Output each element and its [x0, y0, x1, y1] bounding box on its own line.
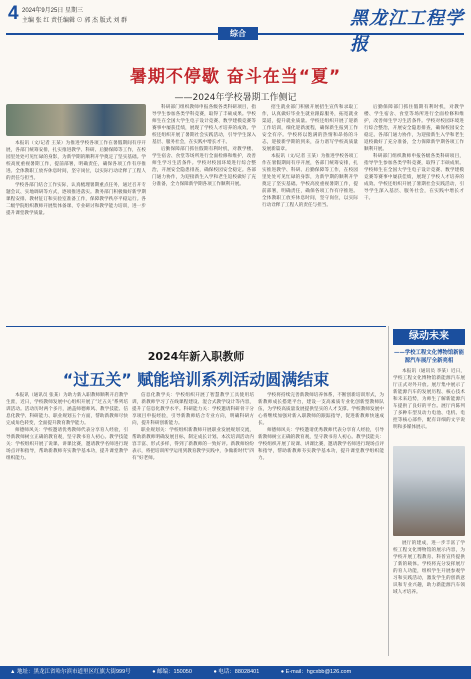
- paragraph: 招生就业部门积极开展招生宣传和录取工作，认真做好毕业生就业跟踪服务，拓宽就业渠道，提升就业质量。学校还组织开展了迎新工作培训，细化迎新流程，确保新生报到工作安全有序。学校将以饱满的热情和昂扬的斗志，迎接新学期的到来，奋力谱写学校高质量发展新篇章。: [262, 105, 358, 152]
- paragraph: 师德师风关：学校邀请优秀教师代表分享育人经验，引导新教师树立正确的教育观，坚守教书育人初心。教学技能关：学校组织开展了说课、讲课比赛，邀请教学名师进行现场点评和指导，帮助新教师夯实教学基本功，提升课堂教学组织能力。: [6, 428, 128, 461]
- paragraph: 本报讯（文/记者 王某）为推进学校各项工作在暑假期间有序开展，各部门统筹安排，扎实推进教学、科研、后勤保障等工作，在校园里处处可见忙碌的身影，为新学期的顺利开学奠定了坚实基础。学校高度重视暑期工作，提前部署，明确责任，确保各项工作有序推进。全体教职工放弃休息时间，坚守岗位，以实际行动诠释了工程人的责任与担当。: [6, 141, 146, 181]
- paragraph: 本报讯（文/记者 王某）为推进学校各项工作在暑假期间有序开展，各部门统筹安排，扎实推进教学、科研、后勤保障等工作，在校园里处处可见忙碌的身影，为新学期的顺利开学奠定了坚实基础。学校高度重视暑期工作，提前部署，明确责任，确保各项工作有序推进。全体教职工放弃休息时间，坚守岗位，以实际行动诠释了工程人的责任与担当。: [262, 154, 358, 208]
- top-article-column-1: [6, 140, 146, 320]
- section-divider: [6, 326, 386, 327]
- date-line: 2024年9月25日 星期三: [22, 8, 84, 14]
- masthead-logo: 黑龙江工程学报: [350, 8, 464, 55]
- top-article-column-3: [262, 104, 358, 320]
- right-column-photo: [393, 446, 465, 536]
- column-divider: [388, 326, 389, 656]
- bottom-article-column-3: [258, 392, 384, 662]
- bottom-article-kicker: 2024年新入职教师: [147, 350, 245, 363]
- paragraph: 后勤保障部门抓住假期有利时机，对教学楼、学生宿舍、食堂等场所进行全面检修和维护，改善师生学习生活条件。学校对校园环境进行综合整治，开展安全隐患排查，确保校园安全稳定。各部门通力协作，为迎接新生入学和老生返校做好了充分准备，全力保障新学期各项工作顺利开展。: [152, 147, 256, 187]
- top-article-subtitle: ——2024年学校暑期工作侧记: [174, 93, 297, 103]
- right-subtitle: ——学校工程文化博物馆新能源汽车展厅全新亮相: [393, 350, 465, 364]
- top-article-column-2: [152, 104, 256, 320]
- top-article-column-4: [364, 104, 464, 320]
- paragraph: 本报讯（通讯员 张某）为助力新入职教师顺利开启教学生涯，近日，学校教师发展中心组织开展了“过五关”系列培训活动。活动历时两个多月，涵盖师德师风、教学技能、信息化教学、科研能力、职业规划五个方面，帮助新教师尽快完成角色转变，全面提升教育教学能力。: [6, 393, 128, 426]
- paragraph: 学校将持续完善新教师培养体系，不断创新培训形式，为新教师成长搭建平台，建设一支高素质专业化创新型教师队伍，为学校高质量发展提供坚实的人才支撑。学校教师发展中心将继续加强对新入职教师的跟踪指导，促进新教师快速成长。: [258, 393, 384, 426]
- paragraph: 后勤保障部门抓住假期有利时机，对教学楼、学生宿舍、食堂等场所进行全面检修和维护，改善师生学习生活条件。学校对校园环境进行综合整治，开展安全隐患排查，确保校园安全稳定。各部门通力协作，为迎接新生入学和老生返校做好了充分准备，全力保障新学期各项工作顺利开展。: [364, 105, 464, 152]
- paragraph: 职业规划关：学校组织新教师开展职业发展规划交流，帮助新教师明确发展目标，制定成长计划。本次培训活动内容丰富、形式多样，得到了新教师的一致好评。新教师纷纷表示，将把培训所学运用到教育教学实践中，争做新时代“四有”好老师。: [132, 428, 254, 461]
- paragraph: 科研部门组织教师申报各级各类科研项目，指导学生参加各类学科竞赛，取得了丰硕成果。学校师生在全国大学生电子设计竞赛、数学建模竞赛等赛事中屡获佳绩，展现了学校人才培养的成效。学校还组织开展了暑期社会实践活动，引导学生深入基层、服务社会，在实践中增长才干。: [152, 105, 256, 145]
- bottom-article-title: “过五关” 赋能培训系列活动圆满结束: [62, 370, 330, 389]
- right-column-text-2: [393, 540, 465, 662]
- right-banner: 绿动未来: [393, 329, 465, 345]
- editor-line: 主编 张 红 责任编辑 ⊙ 郭 杰 版式 刘 群: [22, 18, 128, 24]
- top-article-title: 暑期不停歇 奋斗在当“夏”: [129, 67, 342, 87]
- footer-bar: [0, 666, 471, 679]
- footer-postcode: ● 邮编：150050: [152, 669, 192, 675]
- footer-email: ● E-mail：hgcxbb@126.com: [280, 669, 352, 675]
- top-article-photo: [6, 104, 146, 136]
- bottom-article-column-1: [6, 392, 128, 662]
- paragraph: 师德师风关：学校邀请优秀教师代表分享育人经验，引导新教师树立正确的教育观，坚守教书育人初心。教学技能关：学校组织开展了说课、讲课比赛，邀请教学名师进行现场点评和指导，帮助新教师夯实教学基本功，提升课堂教学组织能力。: [258, 428, 384, 461]
- section-tab: 综合: [218, 27, 258, 40]
- footer-address: ▲ 地址：黑龙江省哈尔滨市道里区红旗大街999号: [10, 669, 131, 675]
- paragraph: 信息化教学关：学校组织开展了智慧教学工具使用培训，新教师学习了在线课程建设、混合式教学设计等内容，提升了信息化教学水平。科研能力关：学校邀请科研骨干分享项目申报经验，引导新教师结合专业方向，明确科研方向，提升科研创新能力。: [132, 393, 254, 426]
- right-column-text-1: [393, 368, 465, 444]
- paragraph: 科研部门组织教师申报各级各类科研项目，指导学生参加各类学科竞赛，取得了丰硕成果。学校师生在全国大学生电子设计竞赛、数学建模竞赛等赛事中屡获佳绩，展现了学校人才培养的成效。学校还组织开展了暑期社会实践活动，引导学生深入基层、服务社会，在实践中增长才干。: [364, 154, 464, 201]
- paragraph: 展厅的建成，进一步丰富了学校工程文化博物馆的展示内容，为学校开展工程教育、科普宣传提供了新的载体。学校将充分发挥展厅的育人功能，组织学生开展参观学习和实践活动，激发学生的创新意识和专业兴趣，助力新能源汽车领域人才培养。: [393, 541, 465, 595]
- page-number: 4: [8, 3, 19, 24]
- bottom-article-column-2: [132, 392, 254, 662]
- paragraph: 学校各部门结合工作实际，认真梳理暑期重点任务，通过召开专题会议、实地调研等方式，逐项推进落实。教务部门积极做好新学期课程安排、教材征订和实验室准备工作，保障教学秩序平稳运行。各二级学院组织教师开展集体备课、专业研讨和教学能力培训，进一步提升课堂教学质量。: [6, 183, 146, 216]
- footer-phone: ● 电话：88028401: [213, 669, 260, 675]
- paragraph: 本报讯（通讯员 李某）近日，学校工程文化博物馆新能源汽车展厅正式对外开放。展厅集中展示了新能源汽车的发展历程、核心技术和未来趋势，为师生了解新能源汽车提供了良好的平台。展厅内陈列了多种车型及动力电池、电机、电控等核心部件，配有详细的文字说明和多媒体展示。: [393, 369, 465, 430]
